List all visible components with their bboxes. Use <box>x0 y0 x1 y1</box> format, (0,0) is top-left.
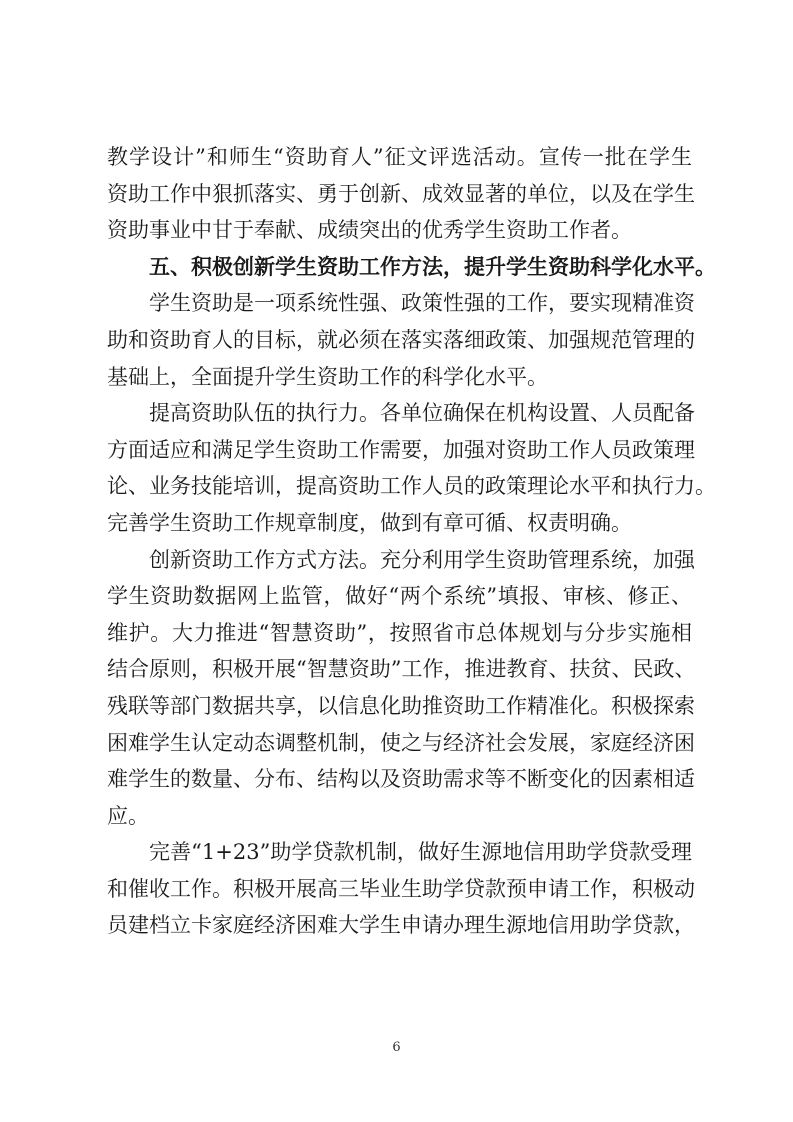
body-line: 完善学生资助工作规章制度，做到有章可循、权责明确。 <box>107 510 632 535</box>
body-line: 资助工作中狠抓落实、勇于创新、成效显著的单位，以及在学生 <box>107 181 695 206</box>
page-number: 6 <box>392 1040 401 1055</box>
body-line: 创新资助工作方式方法。充分利用学生资助管理系统，加强 <box>149 547 695 572</box>
body-line: 和催收工作。积极开展高三毕业生助学贷款预申请工作，积极动 <box>107 876 695 901</box>
section-heading-line: 五、积极创新学生资助工作方法，提升学生资助科学化水平。 <box>149 253 716 279</box>
body-line: 维护。大力推进“智慧资助”，按照省市总体规划与分步实施相 <box>107 620 692 645</box>
body-line: 学生资助数据网上监管，做好“两个系统”填报、审核、修正、 <box>107 584 692 609</box>
body-line: 完善“1+23”助学贷款机制，做好生源地信用助学贷款受理 <box>149 840 692 865</box>
body-line: 基础上，全面提升学生资助工作的科学化水平。 <box>107 364 548 389</box>
body-line: 资助事业中甘于奉献、成绩突出的优秀学生资助工作者。 <box>107 218 632 243</box>
body-line: 员建档立卡家庭经济困难大学生申请办理生源地信用助学贷款， <box>107 913 695 938</box>
body-line: 论、业务技能培训，提高资助工作人员的政策理论水平和执行力。 <box>107 474 716 499</box>
body-line: 残联等部门数据共享，以信息化助推资助工作精准化。积极探索 <box>107 693 695 718</box>
body-line: 方面适应和满足学生资助工作需要，加强对资助工作人员政策理 <box>107 437 695 462</box>
body-line: 学生资助是一项系统性强、政策性强的工作，要实现精准资 <box>149 291 695 316</box>
body-line: 结合原则，积极开展“智慧资助”工作，推进教育、扶贫、民政、 <box>107 657 696 682</box>
body-line: 应。 <box>107 803 149 828</box>
body-text <box>107 139 716 944</box>
body-line: 难学生的数量、分布、结构以及资助需求等不断变化的因素相适 <box>107 767 695 792</box>
body-line: 教学设计”和师生“资助育人”征文评选活动。宣传一批在学生 <box>107 145 692 169</box>
body-line: 助和资助育人的目标，就必须在落实落细政策、加强规范管理的 <box>107 327 695 352</box>
body-line: 困难学生认定动态调整机制，使之与经济社会发展，家庭经济困 <box>107 730 695 755</box>
body-line: 提高资助队伍的执行力。各单位确保在机构设置、人员配备 <box>149 401 695 426</box>
